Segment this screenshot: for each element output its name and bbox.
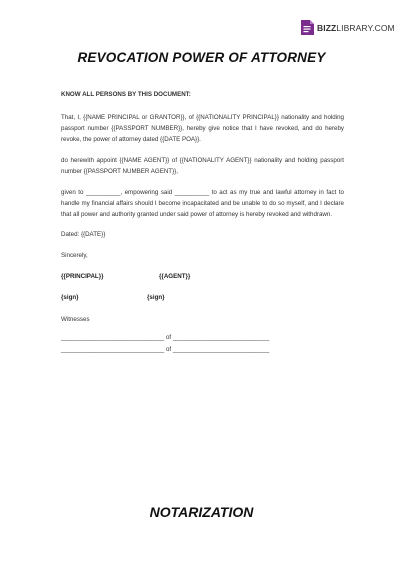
- brand-name-rest: LIBRARY.COM: [336, 22, 395, 33]
- closing-text: Sincerely,: [61, 252, 88, 259]
- empowerment-paragraph: [61, 187, 344, 220]
- revocation-paragraph: [61, 112, 344, 145]
- closing-line: [61, 250, 344, 261]
- document-title: REVOCATION POWER OF ATTORNEY: [77, 50, 326, 65]
- witnesses-text: Witnesses: [61, 316, 90, 323]
- notarization-title: NOTARIZATION: [149, 504, 254, 520]
- brand-logo: [301, 20, 395, 35]
- brand-name-bold: BIZZ: [317, 22, 337, 33]
- dated-text: Dated: {{DATE}}: [61, 231, 106, 238]
- paragraph-revocation: That, I, {{NAME PRINCIPAL or GRANTOR}}, of {{NATIONALITY PRINCIPAL}} nationality and holding passport number {{PASSPORT NUMBER}}, hereby give notice that I have revoked, and do hereby revoke, the power of attorney dated {{DATE POA}}.: [61, 114, 344, 143]
- paragraph-empowerment: given to __________, empowering said __________ to act as my true and lawful attorney in fact to handle my financial affairs should I become incapacitated and be unable to do so myself, and I declare that all power and authority granted under said power of attorney is hereby revoked and withdrawn.: [61, 189, 344, 218]
- section-heading: [61, 89, 344, 100]
- signature-row: [61, 294, 165, 301]
- appointment-paragraph: [61, 155, 344, 177]
- witness-line-1: ______________________________ of ____________________________: [61, 334, 270, 341]
- principal-sign-label: {sign}: [61, 294, 79, 301]
- agent-label: {{AGENT}}: [159, 273, 191, 280]
- agent-sign-label: {sign}: [147, 294, 165, 301]
- party-labels-row: [61, 273, 191, 280]
- dated-line: [61, 229, 344, 240]
- witness-line-2: ______________________________ of ____________________________: [61, 346, 270, 353]
- document-icon: [301, 20, 314, 35]
- paragraph-appointment: do herewith appoint {{NAME AGENT}} of {{NATIONALITY AGENT}} nationality and holding passport number {{PASSPORT NUMBER AGENT}},: [61, 157, 344, 175]
- know-all-persons-heading: KNOW ALL PERSONS BY THIS DOCUMENT:: [61, 91, 191, 98]
- brand-name: [317, 23, 395, 33]
- principal-label: {{PRINCIPAL}}: [61, 273, 104, 280]
- witnesses-heading: [61, 314, 344, 325]
